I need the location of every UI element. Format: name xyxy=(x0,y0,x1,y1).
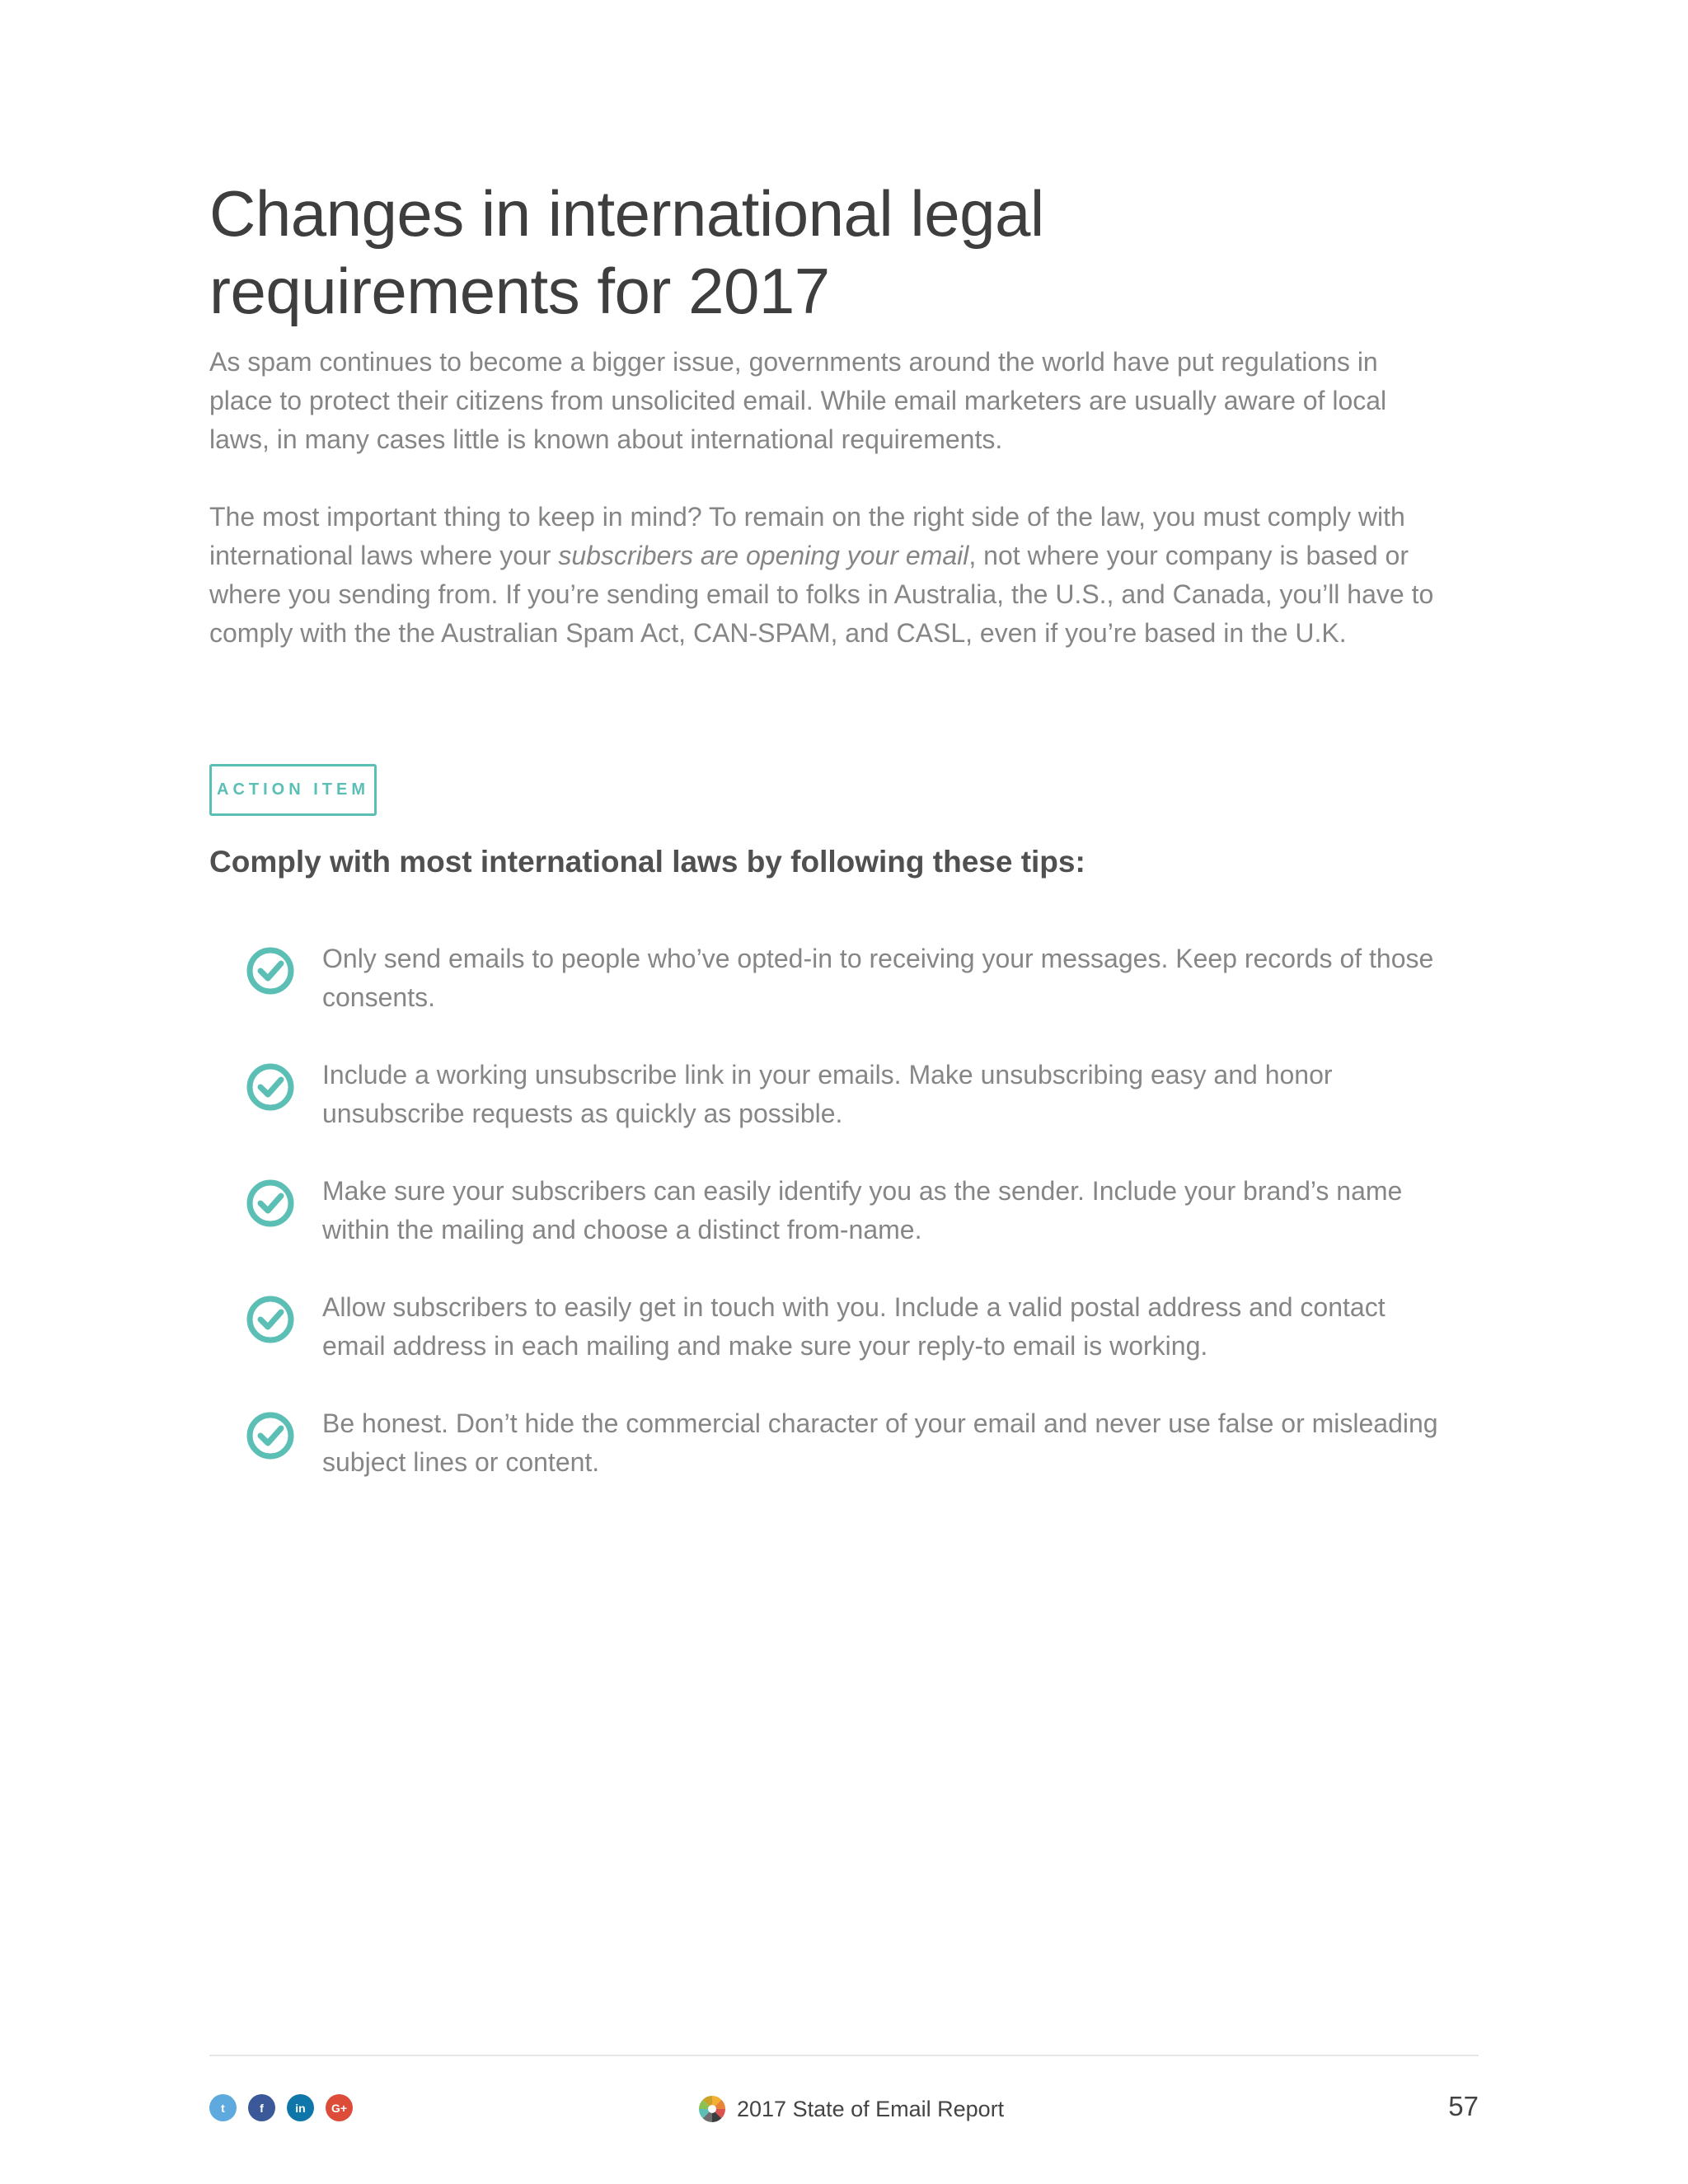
list-item xyxy=(209,1172,1479,1288)
page-title xyxy=(209,175,1281,330)
action-item-badge: ACTION ITEM xyxy=(209,764,377,816)
tip-text-line: within the mailing and choose a distinct from-name. xyxy=(322,1215,922,1244)
tip-text-line: Be honest. Don’t hide the commercial character of your email and never use false or misleading xyxy=(322,1408,1438,1438)
linkedin-icon[interactable]: in xyxy=(287,2094,314,2121)
intro-paragraph-2 xyxy=(209,498,1479,653)
report-branding xyxy=(697,2094,1004,2124)
tip-text xyxy=(322,1056,1493,1133)
action-item-title: Comply with most international laws by following these tips: xyxy=(209,845,1085,879)
list-item xyxy=(209,1056,1479,1172)
tip-text-line: unsubscribe requests as quickly as possible. xyxy=(322,1099,843,1128)
check-circle-icon xyxy=(246,1295,295,1344)
list-item xyxy=(209,940,1479,1056)
twitter-icon[interactable]: t xyxy=(209,2094,237,2121)
intro-paragraph-2-line xyxy=(209,537,1479,575)
intro-paragraph-1-line: laws, in many cases little is known about international requirements. xyxy=(209,424,1003,454)
check-circle-icon xyxy=(246,1411,295,1460)
intro-paragraph-1 xyxy=(209,343,1479,459)
tip-text-line: Only send emails to people who’ve opted-in to receiving your messages. Keep records of those xyxy=(322,944,1434,973)
page-title-line-2: requirements for 2017 xyxy=(209,255,830,327)
tips-list xyxy=(209,940,1479,1521)
social-links xyxy=(209,2094,353,2121)
report-logo-icon xyxy=(697,2094,727,2124)
intro-paragraph-2-line: comply with the the Australian Spam Act, CAN-SPAM, and CASL, even if you’re based in the U.K. xyxy=(209,618,1347,648)
tip-text xyxy=(322,1288,1493,1366)
intro-paragraph-1-line: place to protect their citizens from unsolicited email. While email marketers are usually aware of local xyxy=(209,386,1387,415)
intro-paragraph-2-line: where you sending from. If you’re sending email to folks in Australia, the U.S., and Canada, you’ll have to xyxy=(209,579,1434,609)
facebook-icon[interactable]: f xyxy=(248,2094,275,2121)
page-footer xyxy=(209,2091,1479,2124)
google-plus-icon[interactable]: G+ xyxy=(326,2094,353,2121)
check-circle-icon xyxy=(246,1179,295,1228)
tip-text-line: subject lines or content. xyxy=(322,1447,600,1477)
intro-paragraph-1-line: As spam continues to become a bigger issue, governments around the world have put regulations in xyxy=(209,347,1378,377)
tip-text-line: Include a working unsubscribe link in your emails. Make unsubscribing easy and honor xyxy=(322,1060,1333,1090)
tip-text-line: email address in each mailing and make sure your reply-to email is working. xyxy=(322,1331,1208,1361)
check-circle-icon xyxy=(246,946,295,996)
report-title: 2017 State of Email Report xyxy=(737,2096,1005,2121)
tip-text xyxy=(322,940,1493,1017)
tip-text xyxy=(322,1404,1493,1482)
tip-text-line: consents. xyxy=(322,982,435,1012)
list-item xyxy=(209,1288,1479,1404)
tip-text-line: Make sure your subscribers can easily identify you as the sender. Include your brand’s name xyxy=(322,1176,1403,1206)
intro-paragraph-2-text: , not where your company is based or xyxy=(968,541,1409,570)
intro-paragraph-2-text: international laws where your xyxy=(209,541,559,570)
tip-text xyxy=(322,1172,1493,1249)
tip-text-line: Allow subscribers to easily get in touch with you. Include a valid postal address and contact xyxy=(322,1292,1386,1322)
intro-paragraph-2-line: The most important thing to keep in mind? To remain on the right side of the law, you must comply with xyxy=(209,502,1405,532)
page-title-line-1: Changes in international legal xyxy=(209,177,1044,250)
footer-divider xyxy=(209,2055,1479,2056)
check-circle-icon xyxy=(246,1062,295,1112)
list-item xyxy=(209,1404,1479,1521)
emphasis-text: subscribers are opening your email xyxy=(558,541,969,570)
page-number: 57 xyxy=(1448,2091,1479,2121)
main-content xyxy=(209,175,1479,653)
